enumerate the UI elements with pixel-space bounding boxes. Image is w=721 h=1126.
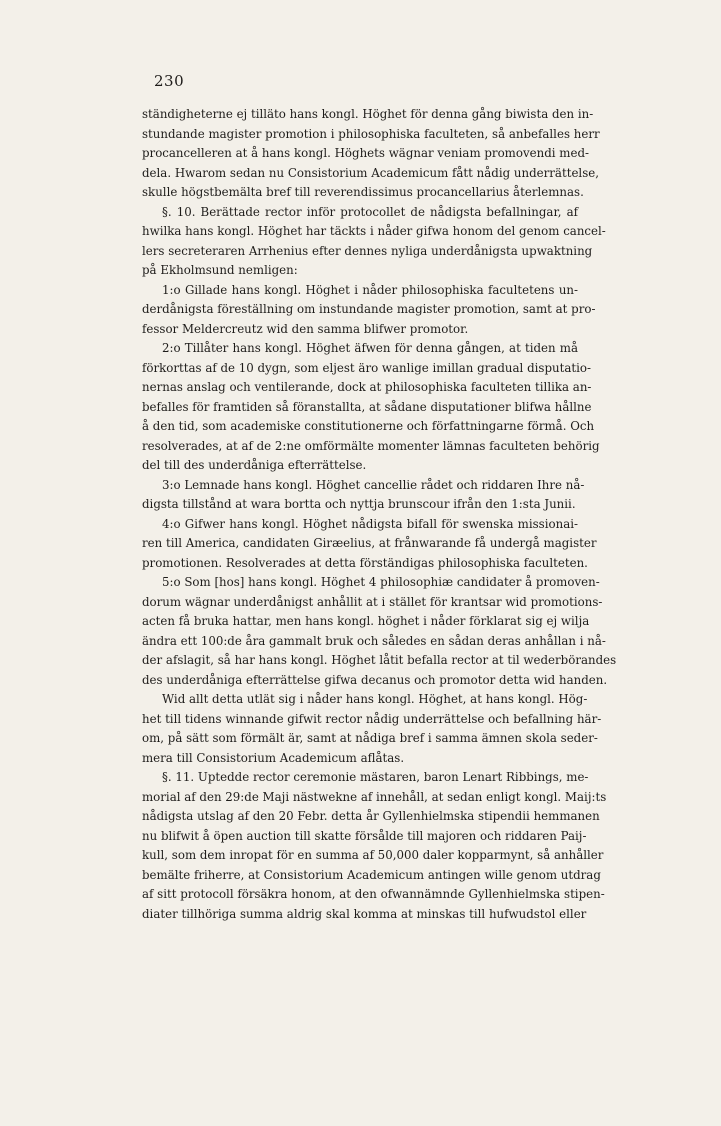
text-line: kull, som dem inropat för en summa af 50,000 daler kopparmynt, så anhåller [142,848,604,862]
text-line: het till tidens winnande gifwit rector nådig underrättelse och befallning här- [142,711,602,726]
text-line: dorum wägnar underdånigst anhållit at i stället för krantsar wid promotions- [142,594,603,609]
text-line: förkorttas af de 10 dygn, som eljest äro wanlige imillan gradual disputatio- [142,360,591,375]
text-line: dela. Hwarom sedan nu Consistorium Academicum fått nådig underrättelse, [142,165,599,180]
text-line: morial af den 29:de Maji nästwekne af innehåll, at sedan enligt kongl. Maij:ts [142,789,607,804]
text-line: stundande magister promotion i philosophiska faculteten, så anbefalles herr [142,126,600,141]
paragraph [142,105,600,203]
text-line: §. 11. Uptedde rector ceremonie mästaren, baron Lenart Ribbings, me- [162,770,589,784]
text-line: fessor Meldercreutz wid den samma blifwer promotor. [142,321,469,336]
text-line: om, på sätt som förmält är, samt at nådiga bref i samma ämnen skola seder- [142,731,598,745]
text-line: nådigsta utslag af den 20 Febr. detta år Gyllenhielmska stipendii hemmanen [142,809,600,823]
text-line: lers secreteraren Arrhenius efter dennes nyliga underdånigsta upwaktning [142,243,593,258]
paragraph [142,203,606,281]
text-line: ren till America, candidaten Giræelius, at frånwarande få undergå magister [142,536,597,550]
text-line: af sitt protocoll försäkra honom, at den ofwannämnde Gyllenhielmska stipen- [142,887,605,901]
text-line: hwilka hans kongl. Höghet har täckts i nåder gifwa honom del genom cancel- [142,224,606,238]
paragraph [142,476,585,515]
text-line: ändra ett 100:de åra gammalt bruk och således en sådan deras anhållan i nå- [142,633,606,648]
paragraph [142,768,607,924]
text-line: 1:o Gillade hans kongl. Höghet i nåder philosophiska facultetens un- [162,282,578,297]
text-line: del till des underdåniga efterrättelse. [142,458,367,472]
text-line: der afslagit, så har hans kongl. Höghet låtit befalla rector at til wederbörandes [142,653,617,667]
text-line: resolverades, at af de 2:ne omförmälte momenter lämnas faculteten behörig [142,438,600,453]
text-line: befalles för framtiden så föranstallta, at sådane disputationer blifwa hållne [142,399,592,414]
text-line: diater tillhöriga summa aldrig skal komma at minskas till hufwudstol eller [142,906,587,921]
text-line: å den tid, som academiske constitutionerne och författningarne förmå. Och [142,419,595,433]
text-line: digsta tillstånd at wara bortta och nyttja brunscour ifrån den 1:sta Junii. [142,497,576,511]
text-line: mera till Consistorium Academicum aflåtas. [142,750,405,765]
text-line: §. 10. Berättade rector inför protocollet de nådigsta befallningar, af [162,204,578,219]
text-line: des underdåniga efterrättelse gifwa decanus och promotor detta wid handen. [142,672,608,687]
body-text [142,105,617,924]
text-line: Wid allt detta utlät sig i nåder hans kongl. Höghet, at hans kongl. Hög- [162,692,588,706]
paragraph [142,573,617,690]
text-line: skulle högstbemälta bref till reverendissimus procancellarius återlemnas. [142,185,584,199]
page-number: 230 [154,72,185,90]
text-line: 5:o Som [hos] hans kongl. Höghet 4 philosophiæ candidater å promoven- [162,575,600,589]
text-line: på Ekholmsund nemligen: [142,263,298,277]
text-line: procancelleren at å hans kongl. Höghets wägnar veniam promovendi med- [142,146,589,160]
text-line: 3:o Lemnade hans kongl. Höghet cancellie rådet och riddaren Ihre nå- [162,477,585,492]
text-line: 2:o Tillåter hans kongl. Höghet äfwen för denna gången, at tiden må [162,341,578,355]
text-line: 4:o Gifwer hans kongl. Höghet nådigsta bifall för swenska missionai- [162,516,578,531]
text-line: acten få bruka hattar, men hans kongl. höghet i nåder förklarat sig ej wilja [142,614,590,628]
paragraph [142,515,597,574]
text-line: promotionen. Resolverades at detta förständigas philosophiska faculteten. [142,555,588,570]
paragraph [142,339,600,476]
paragraph [142,281,596,340]
text-line: derdånigsta föreställning om instundande magister promotion, samt at pro- [142,302,596,316]
paragraph [142,690,602,768]
text-line: bemälte friherre, at Consistorium Academicum antingen wille genom utdrag [142,867,601,882]
text-line: nu blifwit å öpen auction till skatte försålde till majoren och riddaren Paij- [142,828,587,843]
text-line: nernas anslag och ventilerande, dock at philosophiska faculteten tillika an- [142,380,592,394]
text-line: ständigheterne ej tilläto hans kongl. Höghet för denna gång biwista den in- [142,107,594,121]
